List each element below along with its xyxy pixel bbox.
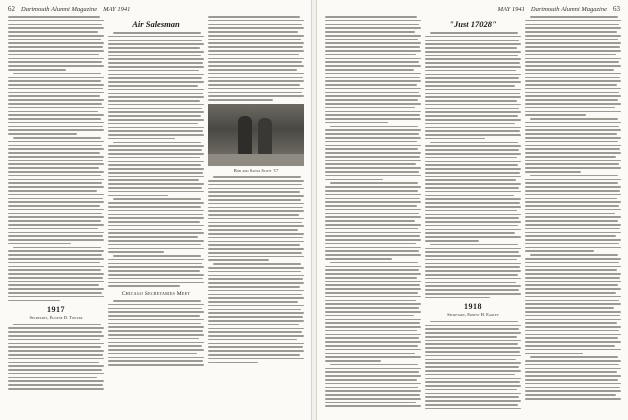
running-title-left: Dartmouth Alumni Magazine [21, 5, 98, 13]
text-column-5 [425, 16, 521, 416]
running-date-left: MAY 1941 [103, 5, 131, 13]
body-text [325, 16, 421, 407]
class-secretary-1918: Secretary, Ernest H. Earley [447, 312, 499, 318]
text-column-6 [525, 16, 621, 416]
photo-caption: Bob and Santa Scott '17 [233, 167, 279, 173]
class-secretary-1917: Secretary, Eugene D. Towler [29, 315, 83, 321]
class-heading-1917: 1917 [47, 305, 65, 315]
body-text [108, 32, 204, 287]
class-heading-1918: 1918 [464, 302, 482, 312]
running-title-right: Dartmouth Alumni Magazine [530, 5, 607, 13]
photo-bob-and-santa-scott [208, 104, 304, 166]
body-text [208, 16, 304, 101]
folio-left: 62 [8, 5, 15, 13]
folio-right: 63 [613, 5, 620, 13]
body-text [8, 324, 104, 390]
body-text [425, 32, 521, 298]
body-text [525, 16, 621, 400]
right-page [316, 0, 628, 420]
text-column-2 [108, 16, 204, 416]
section-title-just-17028: "Just 17028" [449, 19, 497, 29]
running-date-right: MAY 1941 [497, 5, 525, 13]
body-text [8, 16, 104, 301]
left-page [0, 0, 312, 420]
section-title-air-salesman: Air Salesman [132, 19, 180, 29]
body-text [208, 176, 304, 363]
running-head-right [325, 4, 620, 14]
body-text [425, 321, 521, 410]
text-column-1 [8, 16, 104, 416]
running-head-left [8, 4, 303, 14]
text-column-4 [325, 16, 421, 416]
section-title-chicago-secretaries: Chicago Secretaries Meet [121, 290, 191, 297]
body-text [108, 300, 204, 366]
text-column-3 [208, 16, 304, 416]
